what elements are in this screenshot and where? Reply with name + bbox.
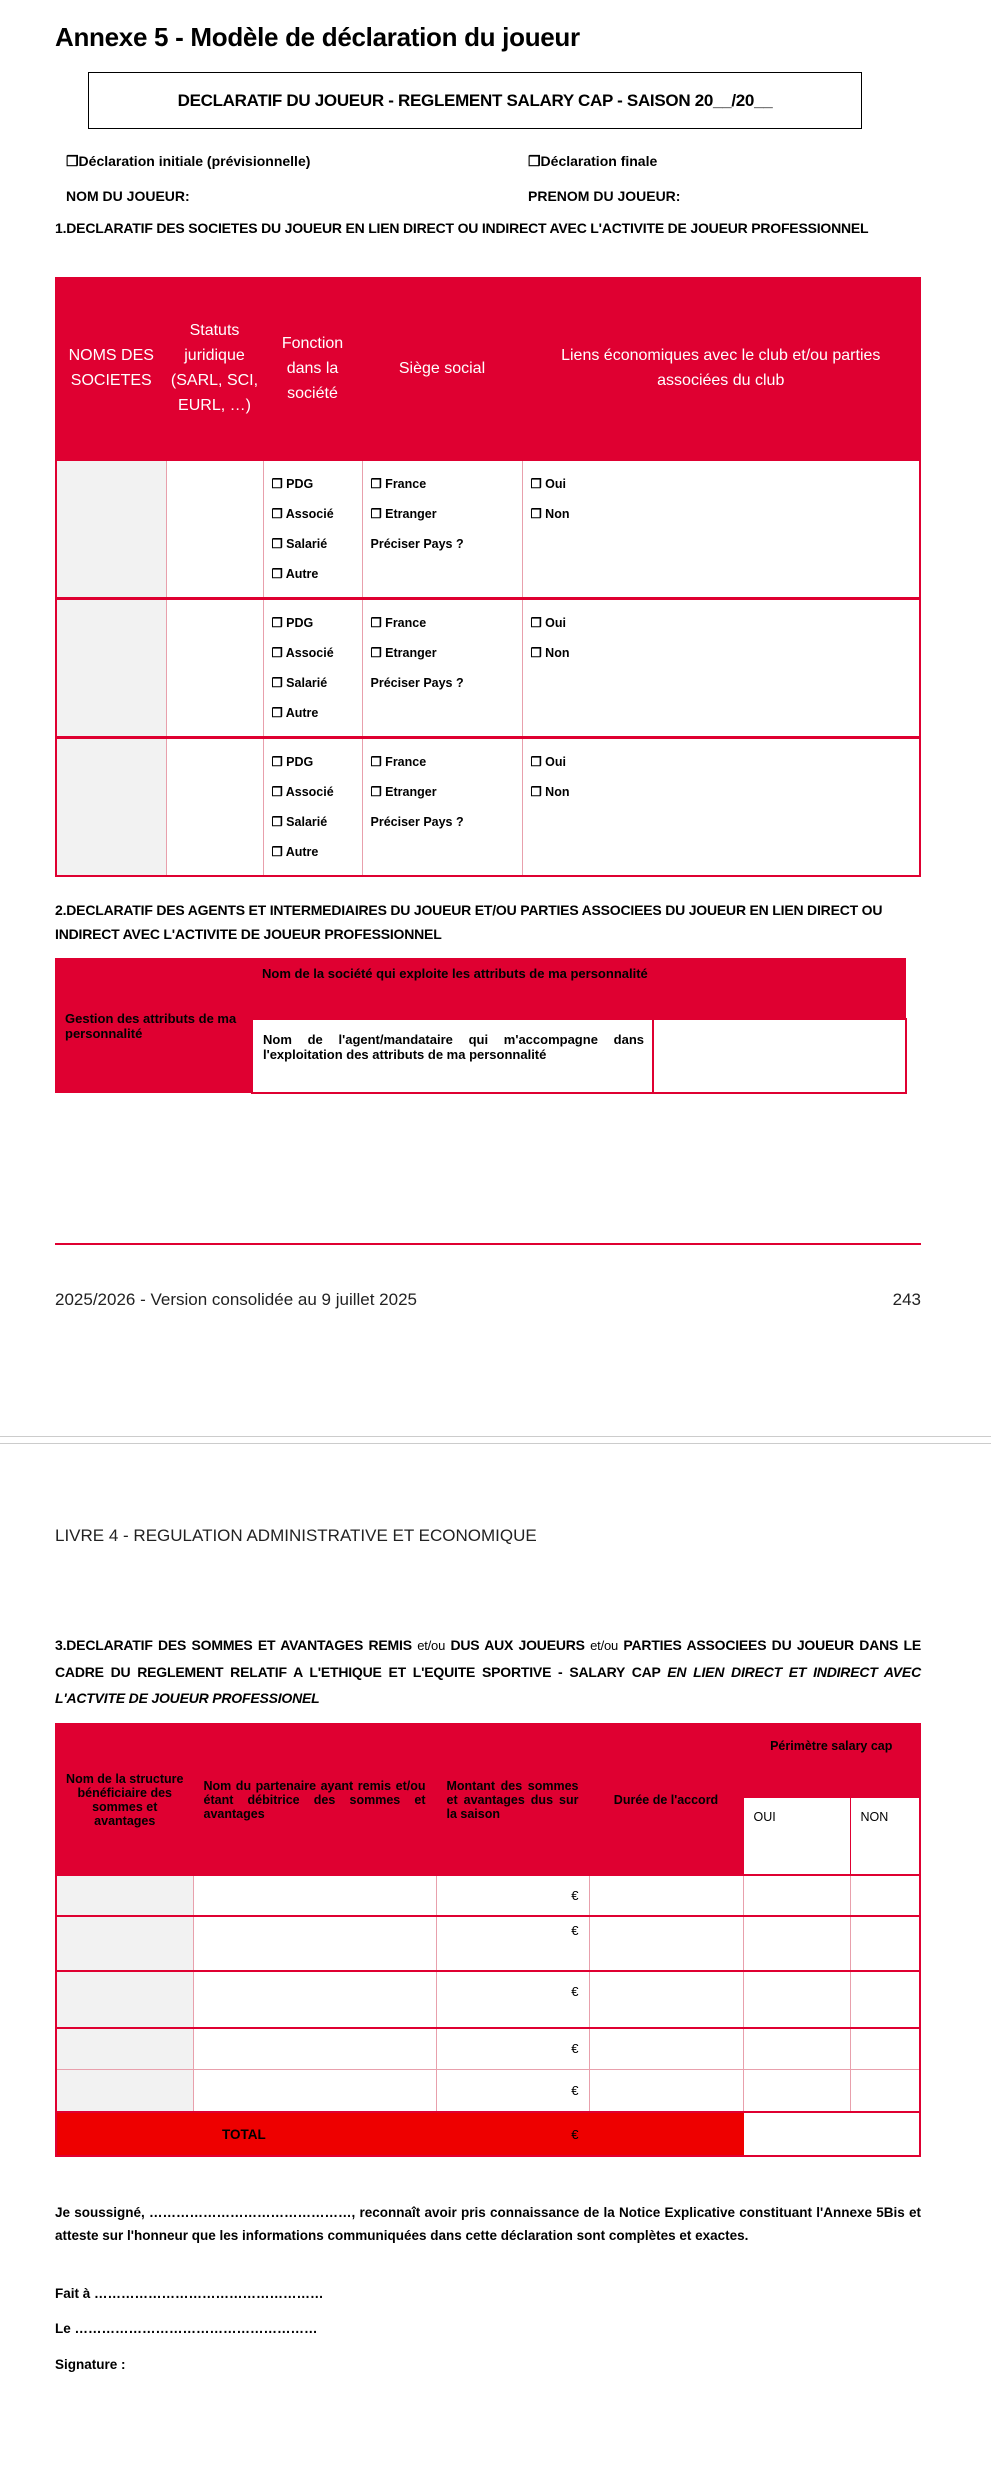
beneficiary-cell[interactable] [56, 2028, 193, 2069]
header-economic-links: Liens économiques avec le club et/ou parties associées du club [522, 278, 920, 459]
header-head-office: Siège social [362, 278, 522, 459]
running-header: LIVRE 4 - REGULATION ADMINISTRATIVE ET ECONOMIQUE [55, 1526, 537, 1545]
option-associe[interactable]: ❒ Associé [271, 645, 334, 660]
option-associe[interactable]: ❒ Associé [271, 506, 334, 521]
company-name-cell[interactable] [56, 459, 166, 598]
oui-cell[interactable] [743, 1875, 850, 1916]
option-france[interactable]: ❒ France [370, 476, 427, 491]
heading-part: et/ou [417, 1638, 446, 1653]
oui-cell[interactable] [743, 1916, 850, 1971]
header-non: NON [850, 1797, 920, 1875]
amount-cell[interactable]: € [436, 2069, 589, 2112]
header-company-names: NOMS DES SOCIETES [56, 278, 166, 459]
option-pdg[interactable]: ❒ PDG [271, 754, 314, 769]
heading-part: EN LIEN DIRECT ET INDIRECT AVEC L'ACTVITE DE JOUEUR PROFESSIONEL [55, 1664, 921, 1706]
header-salary-cap-perimeter: Périmètre salary cap [743, 1724, 920, 1797]
table-row [56, 2028, 920, 2069]
table-row [56, 598, 920, 737]
non-cell[interactable] [850, 1916, 920, 1971]
option-salarie[interactable]: ❒ Salarié [271, 675, 328, 690]
non-cell[interactable] [850, 1875, 920, 1916]
option-pdg[interactable]: ❒ PDG [271, 615, 314, 630]
partner-cell[interactable] [193, 2028, 436, 2069]
amount-cell[interactable]: € [436, 2028, 589, 2069]
table-row [56, 1875, 920, 1916]
specify-country-label: Préciser Pays ? [370, 814, 464, 829]
option-non[interactable]: ❒ Non [530, 506, 570, 521]
header-partner: Nom du partenaire ayant remis et/ou étant débitrice des sommes et avantages [193, 1724, 436, 1875]
company-name-cell[interactable] [56, 737, 166, 876]
option-etranger[interactable]: ❒ Etranger [370, 506, 437, 521]
checkbox-final-declaration[interactable]: ❒Déclaration finale [528, 153, 658, 169]
legal-status-cell[interactable] [166, 737, 263, 876]
table-row [56, 737, 920, 876]
duration-cell[interactable] [589, 2028, 743, 2069]
partner-cell[interactable] [193, 1971, 436, 2028]
total-amount[interactable]: € [436, 2112, 589, 2156]
option-autre[interactable]: ❒ Autre [271, 705, 319, 720]
footer-version: 2025/2026 - Version consolidée au 9 juillet 2025 [55, 1290, 417, 1309]
option-autre[interactable]: ❒ Autre [271, 566, 319, 581]
option-france[interactable]: ❒ France [370, 754, 427, 769]
companies-table [55, 277, 921, 877]
player-first-name-label: PRENOM DU JOUEUR: [528, 188, 681, 204]
company-name-cell[interactable] [56, 598, 166, 737]
beneficiary-cell[interactable] [56, 1971, 193, 2028]
non-cell[interactable] [850, 2028, 920, 2069]
partner-cell[interactable] [193, 1875, 436, 1916]
company-exploiting-label: Nom de la société qui exploite les attributs de ma personnalité [252, 958, 906, 1019]
non-cell[interactable] [850, 2069, 920, 2112]
table-row [56, 1916, 920, 1971]
option-oui[interactable]: ❒ Oui [530, 754, 567, 769]
beneficiary-cell[interactable] [56, 1916, 193, 1971]
heading-part: et/ou [590, 1638, 619, 1653]
option-autre[interactable]: ❒ Autre [271, 844, 319, 859]
duration-cell[interactable] [589, 2069, 743, 2112]
table-row [56, 1971, 920, 2028]
option-etranger[interactable]: ❒ Etranger [370, 784, 437, 799]
agent-name-field[interactable] [653, 1019, 906, 1093]
oui-cell[interactable] [743, 2069, 850, 2112]
specify-country-label: Préciser Pays ? [370, 536, 464, 551]
header-beneficiary: Nom de la structure bénéficiaire des sommes et avantages [56, 1724, 193, 1875]
signature-label: Signature : [55, 2357, 126, 2372]
option-oui[interactable]: ❒ Oui [530, 476, 567, 491]
legal-status-cell[interactable] [166, 598, 263, 737]
heading-part: DUS AUX JOUEURS [445, 1637, 591, 1653]
option-oui[interactable]: ❒ Oui [530, 615, 567, 630]
total-label: TOTAL [56, 2112, 436, 2156]
checkbox-initial-declaration[interactable]: ❒Déclaration initiale (prévisionnelle) [66, 153, 311, 169]
option-non[interactable]: ❒ Non [530, 645, 570, 660]
option-non[interactable]: ❒ Non [530, 784, 570, 799]
duration-cell[interactable] [589, 1971, 743, 2028]
place-field[interactable]: Fait à …………………………………………… [55, 2286, 324, 2301]
option-pdg[interactable]: ❒ PDG [271, 476, 314, 491]
amount-cell[interactable]: € [436, 1875, 589, 1916]
beneficiary-cell[interactable] [56, 1875, 193, 1916]
page-title: Annexe 5 - Modèle de déclaration du joueur [55, 22, 580, 52]
total-row [56, 2112, 920, 2156]
oui-cell[interactable] [743, 1971, 850, 2028]
option-salarie[interactable]: ❒ Salarié [271, 814, 328, 829]
personality-attributes-label: Gestion des attributs de ma personnalité [55, 958, 252, 1093]
option-etranger[interactable]: ❒ Etranger [370, 645, 437, 660]
footer-divider [55, 1243, 921, 1245]
non-cell[interactable] [850, 1971, 920, 2028]
beneficiary-cell[interactable] [56, 2069, 193, 2112]
page-separator [0, 1436, 991, 1437]
player-last-name-label: NOM DU JOUEUR: [66, 188, 190, 204]
specify-country-label: Préciser Pays ? [370, 675, 464, 690]
duration-cell[interactable] [589, 1875, 743, 1916]
sums-table [55, 1723, 921, 2157]
header-function: Fonction dans la société [263, 278, 362, 459]
section2-heading: 2.DECLARATIF DES AGENTS ET INTERMEDIAIRES DU JOUEUR ET/OU PARTIES ASSOCIEES DU JOUEUR EN LIEN DIRECT OU INDIRECT AVEC L'ACTIVITE DE JOUEUR PROFESSIONNEL [55, 902, 883, 942]
duration-cell[interactable] [589, 1916, 743, 1971]
header-amount: Montant des sommes et avantages dus sur la saison [436, 1724, 589, 1875]
partner-cell[interactable] [193, 1916, 436, 1971]
table-row [56, 459, 920, 598]
agents-table [55, 958, 907, 1094]
section1-heading: 1.DECLARATIF DES SOCIETES DU JOUEUR EN LIEN DIRECT OU INDIRECT AVEC L'ACTIVITE DE JOUEUR PROFESSIONNEL [55, 220, 869, 236]
oui-cell[interactable] [743, 2028, 850, 2069]
header-oui: OUI [743, 1797, 850, 1875]
option-france[interactable]: ❒ France [370, 615, 427, 630]
date-field[interactable]: Le ……………………………………………… [55, 2321, 318, 2336]
agent-name-label: Nom de l'agent/mandataire qui m'accompagne dans l'exploitation des attributs de ma personnalité [252, 1019, 653, 1093]
amount-cell[interactable]: € [436, 1916, 589, 1971]
partner-cell[interactable] [193, 2069, 436, 2112]
option-associe[interactable]: ❒ Associé [271, 784, 334, 799]
page-separator [0, 1443, 991, 1444]
declaration-heading-box: DECLARATIF DU JOUEUR - REGLEMENT SALARY CAP - SAISON 20__/20__ [88, 72, 862, 129]
page-number: 243 [892, 1290, 921, 1309]
table-row [56, 2069, 920, 2112]
amount-cell[interactable]: € [436, 1971, 589, 2028]
header-duration: Durée de l'accord [589, 1724, 743, 1875]
header-legal-status: Statuts juridique (SARL, SCI, EURL, …) [166, 278, 263, 459]
heading-part: 3.DECLARATIF DES SOMMES ET AVANTAGES REMIS [55, 1637, 418, 1653]
legal-status-cell[interactable] [166, 459, 263, 598]
section3-heading [55, 1632, 921, 1711]
attestation-text: Je soussigné, ………………………………………, reconnaît avoir pris connaissance de la Notice Explicative constituant l'Annexe 5Bis et atteste sur l'honneur que les informations communiquées dans cette déclaration sont complètes et exactes. [55, 2205, 921, 2243]
heading-part: PARTIES ASSOCIEES DU JOUEUR DANS LE CADRE DU REGLEMENT RELATIF A L'ETHIQUE ET L'EQUITE SPORTIVE - SALARY CAP [55, 1637, 921, 1680]
option-salarie[interactable]: ❒ Salarié [271, 536, 328, 551]
